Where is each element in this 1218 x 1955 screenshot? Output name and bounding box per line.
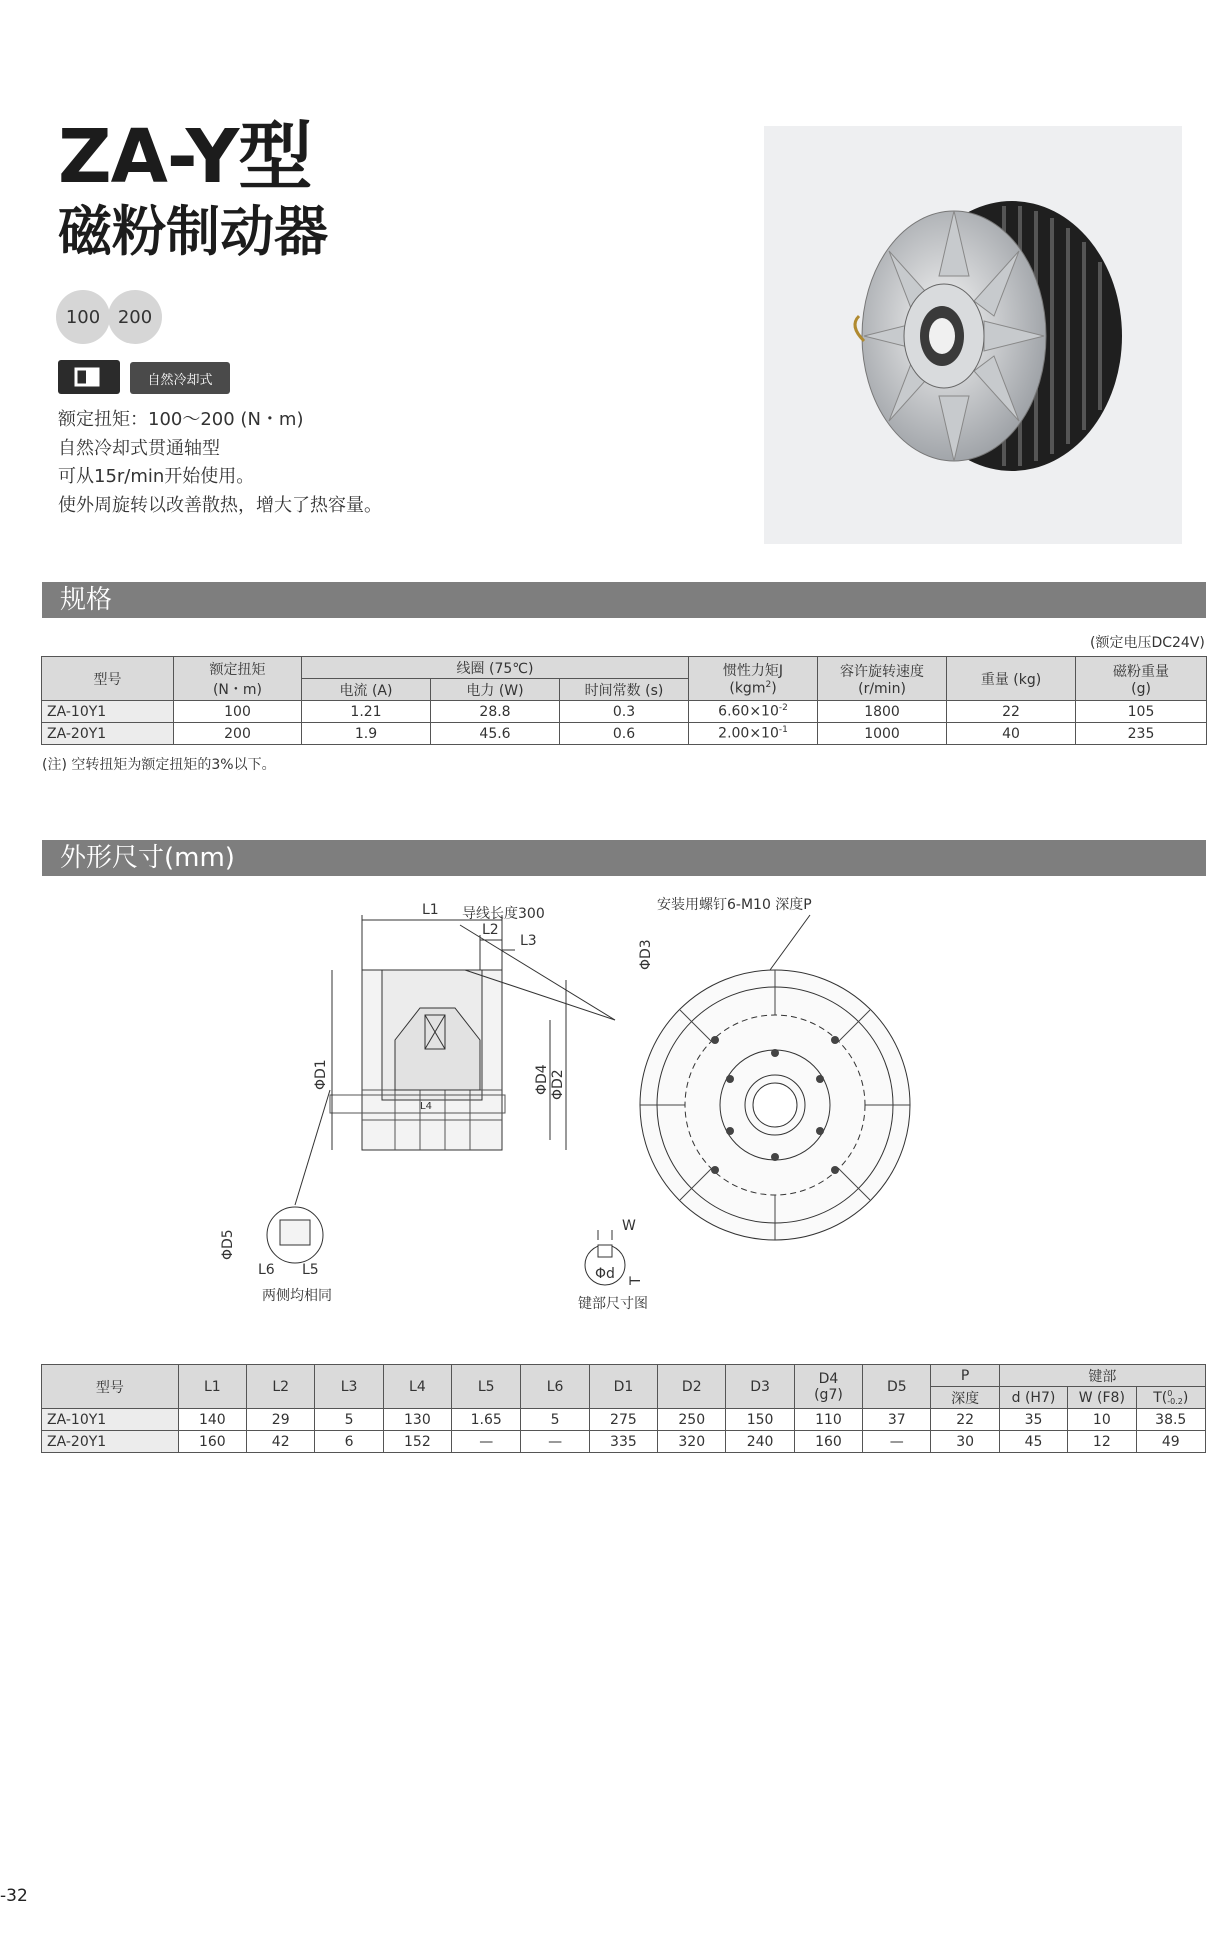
cell-L4: 130 [383, 1409, 451, 1431]
cell-model: ZA-10Y1 [42, 1409, 179, 1431]
D4-label: D4 [818, 1370, 839, 1387]
product-name: 磁粉制动器 [58, 200, 328, 263]
cell-current: 1.21 [302, 701, 431, 723]
col-weight: 重量 (kg) [947, 657, 1076, 701]
col-W: W (F8) [1068, 1387, 1136, 1409]
cell-L1: 140 [178, 1409, 246, 1431]
label-D4: ΦD4 [534, 1064, 550, 1095]
col-torque [174, 657, 302, 701]
cell-D3: 240 [726, 1431, 794, 1453]
col-L2: L2 [247, 1365, 315, 1409]
cell-D5: 37 [863, 1409, 931, 1431]
label-L2: L2 [482, 922, 499, 938]
torque-label: 额定扭矩 [209, 661, 266, 678]
speed-unit: (r/min) [858, 680, 906, 697]
inertia-exp: -2 [778, 703, 788, 714]
T-lower: -0.2 [1167, 1396, 1183, 1406]
cell-model: ZA-20Y1 [42, 723, 174, 745]
powder-unit: (g) [1131, 680, 1151, 697]
col-L4: L4 [383, 1365, 451, 1409]
label-both-sides: 两侧均相同 [262, 1288, 332, 1304]
col-model: 型号 [42, 657, 174, 701]
label-D5: ΦD5 [220, 1229, 236, 1260]
inertia-base: 6.60×10 [718, 703, 779, 720]
col-L3: L3 [315, 1365, 383, 1409]
cell-L4: 152 [383, 1431, 451, 1453]
torque-unit: (N・m) [212, 681, 263, 698]
powder-label: 磁粉重量 [1113, 663, 1170, 680]
cell-D4: 110 [794, 1409, 862, 1431]
col-speed [818, 657, 947, 701]
cell-model: ZA-20Y1 [42, 1431, 179, 1453]
cell-D2: 320 [658, 1431, 726, 1453]
col-D3: D3 [726, 1365, 794, 1409]
table-row [42, 1409, 1206, 1431]
T-close: ) [1182, 1389, 1189, 1406]
specs-section-title: 规格 [42, 582, 1206, 618]
col-P: P [931, 1365, 999, 1387]
cell-L1: 160 [178, 1431, 246, 1453]
cell-inertia [689, 723, 818, 745]
cell-weight: 40 [947, 723, 1076, 745]
cell-L6: — [521, 1431, 589, 1453]
label-L5: L5 [302, 1262, 319, 1278]
cell-powder: 235 [1076, 723, 1207, 745]
label-key-title: 键部尺寸图 [578, 1296, 648, 1312]
col-powder [1076, 657, 1207, 701]
table-row [42, 701, 1207, 723]
cell-D3: 150 [726, 1409, 794, 1431]
cell-inertia [689, 701, 818, 723]
col-current: 电流 (A) [302, 679, 431, 701]
cell-W: 10 [1068, 1409, 1136, 1431]
cell-L5: 1.65 [452, 1409, 521, 1431]
inertia-exp: -1 [778, 725, 788, 736]
product-photo [764, 126, 1182, 544]
cooling-badge: 自然冷却式 [130, 362, 230, 394]
specs-footnote: (注) 空转扭矩为额定扭矩的3%以下。 [42, 757, 276, 773]
cell-time-const: 0.3 [560, 701, 689, 723]
description-line: 自然冷却式贯通轴型 [58, 437, 220, 459]
cell-d: 35 [999, 1409, 1067, 1431]
label-D2: ΦD2 [550, 1069, 566, 1100]
dims-table [41, 1364, 1206, 1453]
cell-L5: — [452, 1431, 521, 1453]
table-row [42, 723, 1207, 745]
inertia-label: 惯性力矩J [722, 663, 784, 680]
page-number: -32 [0, 1886, 28, 1906]
col-L1: L1 [178, 1365, 246, 1409]
label-screw: 安装用螺钉6-M10 深度P [657, 897, 812, 913]
col-P-depth: 深度 [931, 1387, 999, 1409]
col-time-const: 时间常数 (s) [560, 679, 689, 701]
cell-L3: 5 [315, 1409, 383, 1431]
cell-d: 45 [999, 1431, 1067, 1453]
inertia-base: 2.00×10 [718, 725, 779, 742]
D4-sub: (g7) [814, 1386, 843, 1403]
cell-speed: 1000 [818, 723, 947, 745]
label-L4: L4 [420, 1101, 432, 1112]
label-lead: 导线长度300 [462, 906, 545, 922]
label-L3: L3 [520, 933, 537, 949]
cell-D1: 335 [589, 1431, 657, 1453]
col-D1: D1 [589, 1365, 657, 1409]
size-badge-200: 200 [108, 290, 162, 344]
cell-L3: 6 [315, 1431, 383, 1453]
inertia-unit-end: ) [771, 680, 777, 697]
description-line: 使外周旋转以改善散热，增大了热容量。 [58, 494, 382, 516]
col-d: d (H7) [999, 1387, 1067, 1409]
dimension-drawing [210, 890, 1030, 1320]
col-L5: L5 [452, 1365, 521, 1409]
cell-speed: 1800 [818, 701, 947, 723]
label-T: T [628, 1276, 644, 1285]
inertia-unit: (kgm [729, 680, 766, 697]
cell-powder: 105 [1076, 701, 1207, 723]
inertia-unit-sup: 2 [765, 680, 772, 691]
specs-table [41, 656, 1207, 745]
size-badge-100: 100 [56, 290, 110, 344]
cell-W: 12 [1068, 1431, 1136, 1453]
cell-D1: 275 [589, 1409, 657, 1431]
description-line: 额定扭矩：100～200 (N・m) [58, 409, 304, 430]
cell-D5: — [863, 1431, 931, 1453]
voltage-note: (额定电压DC24V) [1090, 635, 1205, 651]
cell-power: 28.8 [431, 701, 560, 723]
cell-torque: 100 [174, 701, 302, 723]
T-upper: 0 [1167, 1388, 1173, 1398]
cell-model: ZA-10Y1 [42, 701, 174, 723]
label-D3: ΦD3 [638, 939, 654, 970]
label-D1: ΦD1 [313, 1059, 329, 1090]
cell-weight: 22 [947, 701, 1076, 723]
cell-L2: 42 [247, 1431, 315, 1453]
dims-section-title: 外形尺寸(mm) [42, 840, 1206, 876]
cell-P: 22 [931, 1409, 999, 1431]
col-L6: L6 [521, 1365, 589, 1409]
cell-D4: 160 [794, 1431, 862, 1453]
cooling-icon [58, 360, 120, 394]
cell-current: 1.9 [302, 723, 431, 745]
description [58, 406, 382, 520]
label-d: Φd [595, 1266, 615, 1282]
col-key: 键部 [999, 1365, 1205, 1387]
col-D5: D5 [863, 1365, 931, 1409]
label-L6: L6 [258, 1262, 275, 1278]
T-label: T( [1153, 1389, 1168, 1406]
cell-time-const: 0.6 [560, 723, 689, 745]
label-L1: L1 [422, 902, 439, 918]
cell-torque: 200 [174, 723, 302, 745]
label-W: W [622, 1218, 636, 1234]
cell-T: 38.5 [1136, 1409, 1206, 1431]
col-coil: 线圈 (75℃) [302, 657, 689, 679]
description-line: 可从15r/min开始使用。 [58, 466, 255, 487]
cell-power: 45.6 [431, 723, 560, 745]
cell-D2: 250 [658, 1409, 726, 1431]
col-T [1136, 1387, 1206, 1409]
cell-L6: 5 [521, 1409, 589, 1431]
cell-T: 49 [1136, 1431, 1206, 1453]
cell-P: 30 [931, 1431, 999, 1453]
col-model: 型号 [42, 1365, 179, 1409]
col-D4 [794, 1365, 862, 1409]
col-D2: D2 [658, 1365, 726, 1409]
cell-L2: 29 [247, 1409, 315, 1431]
col-power: 电力 (W) [431, 679, 560, 701]
col-inertia [689, 657, 818, 701]
speed-label: 容许旋转速度 [840, 663, 925, 680]
model-title: ZA-Y型 [58, 114, 312, 200]
table-row [42, 1431, 1206, 1453]
